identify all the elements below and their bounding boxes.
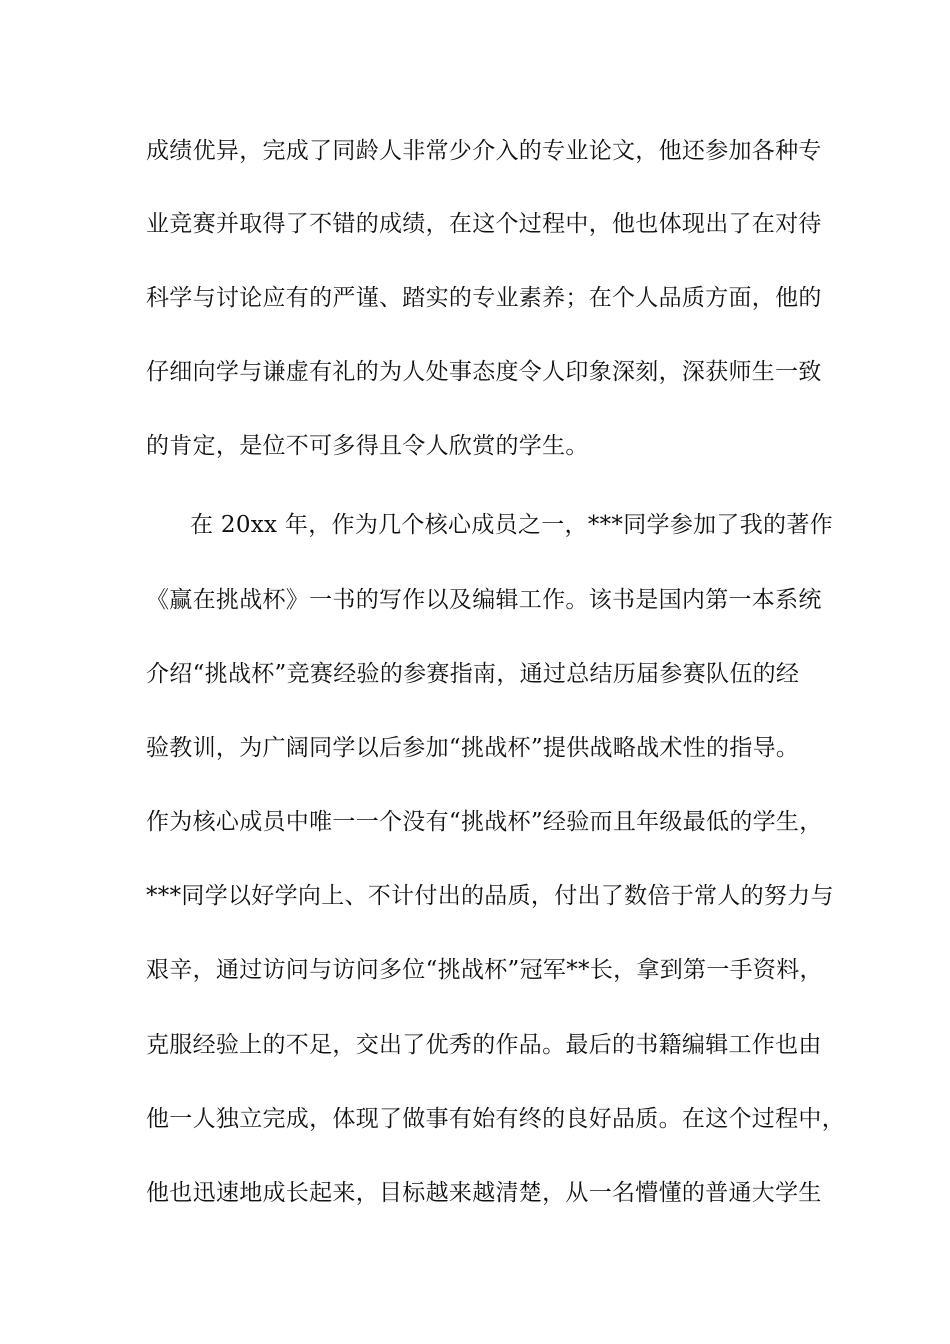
text-line: 的肯定，是位不可多得且令人欣赏的学生。 (146, 433, 589, 459)
text-line: ***同学以好学向上、不计付出的品质，付出了数倍于常人的努力与 (146, 883, 834, 909)
text-line: 艰辛，通过访问与访问多位“挑战杯”冠军**长，拿到第一手资料， (146, 957, 823, 983)
text-line: 科学与讨论应有的严谨、踏实的专业素养；在个人品质方面，他的 (146, 285, 822, 311)
text-line: 仔细向学与谦虚有礼的为人处事态度令人印象深刻，深获师生一致 (146, 359, 822, 385)
text-line: 《赢在挑战杯》一书的写作以及编辑工作。该书是国内第一本系统 (146, 587, 822, 613)
text-line: 验教训，为广阔同学以后参加“挑战杯”提供战略战术性的指导。 (146, 735, 800, 761)
text-line: 在 20xx 年，作为几个核心成员之一，***同学参加了我的著作 (190, 512, 833, 538)
text-line: 成绩优异，完成了同龄人非常少介入的专业论文，他还参加各种专 (146, 138, 822, 164)
text-line: 他一人独立完成，体现了做事有始有终的良好品质。在这个过程中， (146, 1106, 845, 1132)
text-line: 业竞赛并取得了不错的成绩，在这个过程中，他也体现出了在对待 (146, 211, 822, 237)
text-line: 克服经验上的不足，交出了优秀的作品。最后的书籍编辑工作也由 (146, 1032, 822, 1058)
text-line: 他也迅速地成长起来，目标越来越清楚，从一名懵懂的普通大学生 (146, 1180, 822, 1206)
text-line: 作为核心成员中唯一一个没有“挑战杯”经验而且年级最低的学生， (146, 809, 823, 835)
text-line: 介绍“挑战杯”竞赛经验的参赛指南，通过总结历届参赛队伍的经 (146, 661, 800, 687)
